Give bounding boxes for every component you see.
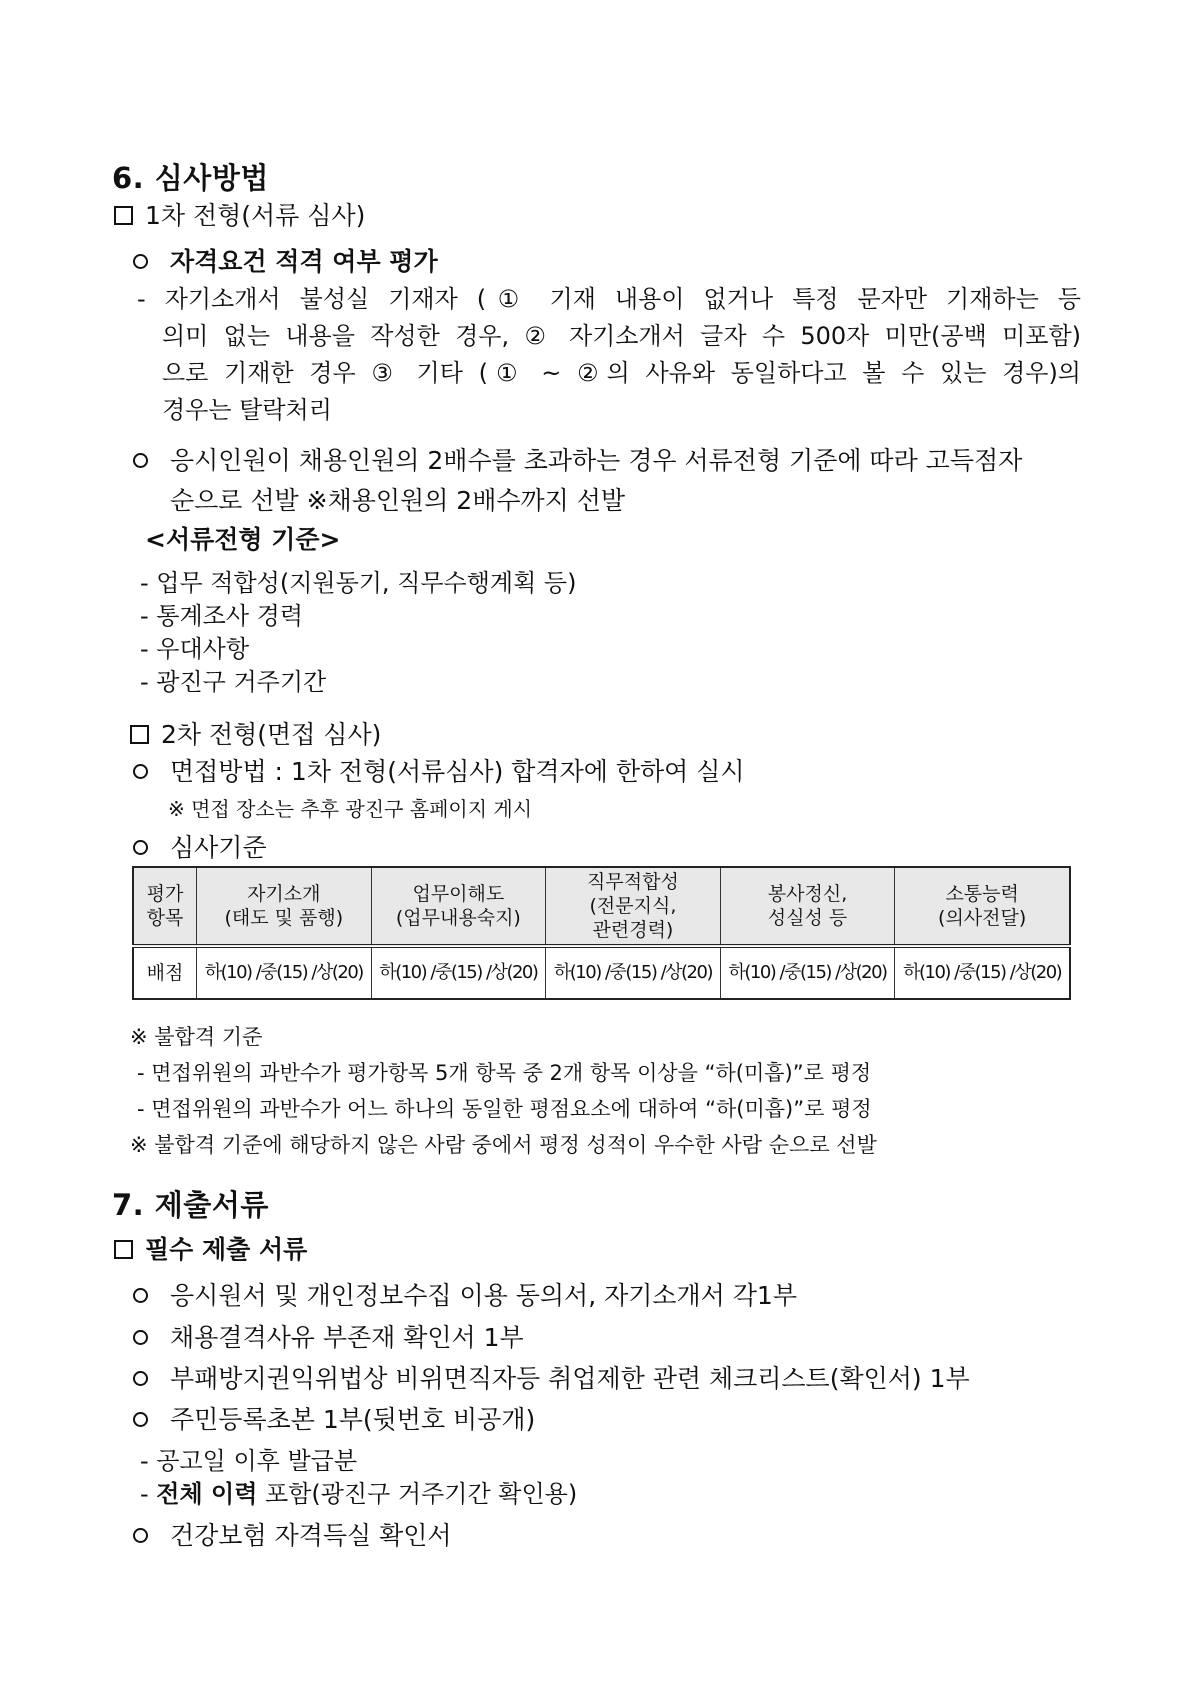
required-doc-item: 채용결격사유 부존재 확인서 1부 — [133, 1318, 524, 1354]
table-header-communication: 소통능력 (의사전달) — [895, 867, 1070, 946]
table-cell-score: 하(10) /중(15) /상(20) — [197, 946, 372, 999]
table-header-row — [133, 867, 1070, 946]
circle-bullet-icon — [133, 1330, 148, 1345]
table-header-service-spirit: 봉사정신, 성실성 등 — [720, 867, 895, 946]
criteria-item-4: - 광진구 거주기간 — [140, 668, 327, 696]
stage1-item-selection-line2: 순으로 선발 ※채용인원의 2배수까지 선발 — [170, 486, 626, 515]
circle-bullet-icon — [133, 1288, 148, 1303]
qualification-desc-line3: 으로 기재한 경우 ③ 기타 (① ~ ②의 사유와 동일하다고 볼 수 있는 경우)의 — [162, 359, 1081, 387]
selection-rule: ※ 불합격 기준에 해당하지 않은 사람 중에서 평정 성적이 우수한 사람 순으로 선발 — [130, 1133, 877, 1157]
required-doc-item: 건강보험 자격득실 확인서 — [133, 1516, 452, 1552]
fail-rule-1: - 면접위원의 과반수가 평가항목 5개 항목 중 2개 항목 이상을 “하(미흡)”로 평정 — [137, 1061, 872, 1085]
circle-bullet-icon — [133, 840, 148, 855]
table-header-label: 평가 항목 — [133, 867, 197, 946]
table-header-job-fit: 직무적합성 (전문지식, 관련경력) — [546, 867, 721, 946]
interview-location-note: ※ 면접 장소는 추후 광진구 홈페이지 게시 — [168, 797, 533, 821]
checkbox-square-icon — [114, 1240, 133, 1259]
document-criteria-title: <서류전형 기준> — [145, 525, 341, 554]
table-header-work-understanding: 업무이해도 (업무내용숙지) — [371, 867, 546, 946]
required-doc-item: 주민등록초본 1부(뒷번호 비공개) — [133, 1400, 535, 1436]
circle-bullet-icon — [133, 764, 148, 779]
circle-bullet-icon — [133, 1371, 148, 1386]
resident-doc-sub-2: - 전체 이력 포함(광진구 거주기간 확인용) — [140, 1480, 578, 1508]
table-header-self-intro: 자기소개 (태도 및 품행) — [197, 867, 372, 946]
resident-doc-sub-1: - 공고일 이후 발급분 — [140, 1447, 358, 1475]
table-cell-score: 하(10) /중(15) /상(20) — [720, 946, 895, 999]
fail-criteria-title: ※ 불합격 기준 — [130, 1025, 263, 1049]
stage1-item-selection: 응시인원이 채용인원의 2배수를 초과하는 경우 서류전형 기준에 따라 고득점자 — [133, 441, 1083, 477]
required-docs-heading: 필수 제출 서류 — [114, 1230, 307, 1266]
checkbox-square-icon — [114, 206, 133, 225]
table-cell-score: 하(10) /중(15) /상(20) — [371, 946, 546, 999]
circle-bullet-icon — [133, 453, 148, 468]
table-cell-score: 하(10) /중(15) /상(20) — [546, 946, 721, 999]
stage2-heading: 2차 전형(면접 심사) — [130, 715, 381, 751]
circle-bullet-icon — [133, 254, 148, 269]
circle-bullet-icon — [133, 1412, 148, 1427]
criteria-item-1: - 업무 적합성(지원동기, 직무수행계획 등) — [140, 569, 577, 597]
interview-criteria-label: 심사기준 — [133, 828, 267, 864]
table-row-label: 배점 — [133, 946, 197, 999]
table-cell-score: 하(10) /중(15) /상(20) — [895, 946, 1070, 999]
interview-method: 면접방법 : 1차 전형(서류심사) 합격자에 한하여 실시 — [133, 752, 745, 788]
stage1-item-qualification: 자격요건 적격 여부 평가 — [133, 242, 438, 278]
checkbox-square-icon — [130, 725, 149, 744]
interview-criteria-table — [132, 866, 1071, 1000]
criteria-item-2: - 통계조사 경력 — [140, 602, 304, 630]
table-row — [133, 946, 1070, 999]
circle-bullet-icon — [133, 1528, 148, 1543]
section-6-title: 6. 심사방법 — [112, 161, 269, 195]
qualification-desc-line4: 경우는 탈락처리 — [162, 396, 332, 424]
qualification-desc-line1: - 자기소개서 불성실 기재자 (① 기재 내용이 없거나 특정 문자만 기재하는 등 — [137, 285, 1081, 313]
section-7-title: 7. 제출서류 — [112, 1188, 269, 1222]
fail-rule-2: - 면접위원의 과반수가 어느 하나의 동일한 평점요소에 대하여 “하(미흡)”로 평정 — [137, 1097, 872, 1121]
criteria-item-3: - 우대사항 — [140, 635, 250, 663]
stage1-heading: 1차 전형(서류 심사) — [114, 196, 365, 232]
required-doc-item: 부패방지권익위법상 비위면직자등 취업제한 관련 체크리스트(확인서) 1부 — [133, 1359, 970, 1395]
qualification-desc-line2: 의미 없는 내용을 작성한 경우, ② 자기소개서 글자 수 500자 미만(공백 미포함) — [162, 322, 1081, 350]
required-doc-item: 응시원서 및 개인정보수집 이용 동의서, 자기소개서 각1부 — [133, 1276, 797, 1312]
